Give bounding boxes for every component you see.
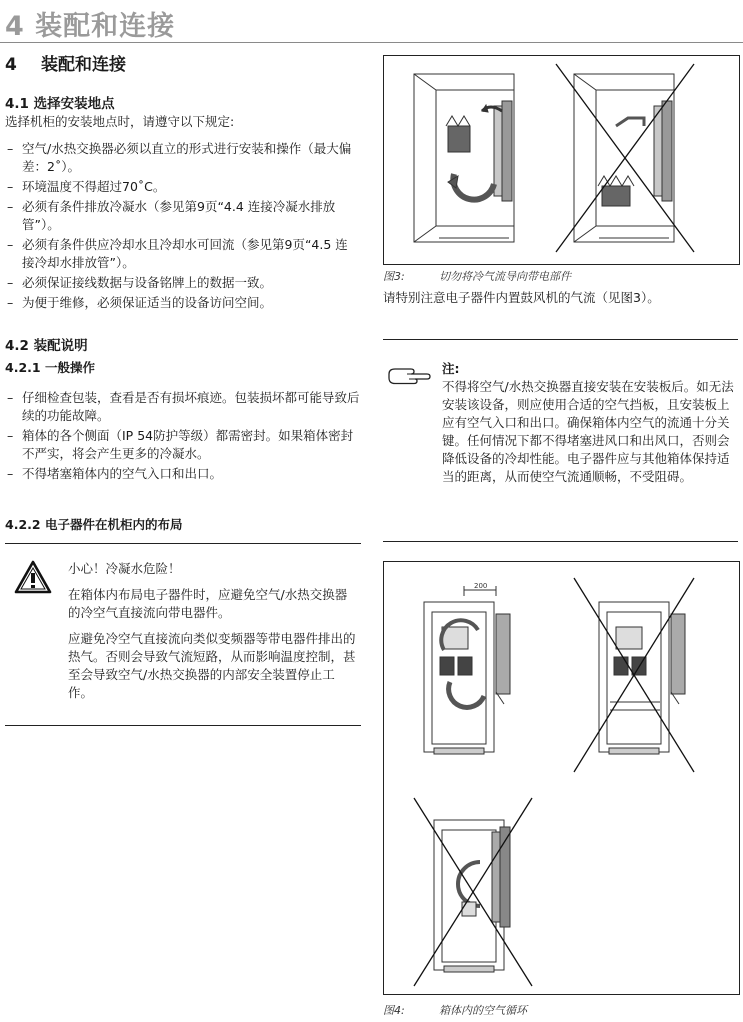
list-item: – 必须有条件排放冷凝水（参见第9页“4.4 连接冷凝水排放管”）。: [5, 198, 360, 234]
list-item: – 空气/水热交换器必须以直立的形式进行安装和操作（最大偏差：2˚）。: [5, 140, 360, 176]
note-title: 注:: [442, 361, 460, 376]
cabinet-incorrect-illustration: [556, 64, 694, 252]
general-operation-list: [5, 389, 360, 485]
figure-3-caption: [383, 268, 571, 284]
list-item: – 为便于维修，必须保证适当的设备访问空间。: [5, 294, 360, 312]
intro-text: 选择机柜的安装地点时，请遵守以下规定:: [5, 114, 235, 129]
note-top-rule: [383, 339, 738, 340]
section-title: [5, 50, 126, 75]
cabinet-circulation-correct: [424, 586, 510, 754]
page-header-title: 4 装配和连接: [5, 11, 176, 42]
warning-triangle-icon: [14, 560, 52, 594]
section-name: 装配和连接: [41, 55, 126, 75]
caution-top-rule: [5, 543, 361, 544]
list-item: – 必须保证接线数据与设备铭牌上的数据一致。: [5, 274, 360, 292]
figure-3: [383, 55, 740, 265]
cabinet-correct-illustration: [414, 74, 514, 242]
figure-4: [383, 561, 740, 995]
list-item: – 仔细检查包装，查看是否有损坏痕迹。包装损坏都可能导致后续的功能故障。: [5, 389, 360, 425]
caution-title: 小心！冷凝水危险！: [68, 561, 181, 576]
caution-bottom-rule: [5, 725, 361, 726]
cabinet-circulation-incorrect-1: [574, 578, 694, 772]
figure-4-caption: [383, 1002, 527, 1018]
heading-4-1: 4.1 选择安装地点: [5, 96, 115, 112]
section-number: 4: [5, 55, 17, 75]
figure-4-caption-text: 箱体内的空气循环: [439, 1004, 527, 1017]
figure-3-caption-text: 切勿将冷气流导向带电部件: [439, 270, 571, 283]
dimension-label: 200: [474, 582, 488, 590]
caution-para-1: 在箱体内布局电子器件时，应避免空气/水热交换器的冷空气直接流向带电器件。: [68, 587, 348, 620]
heading-4-2-1: 4.2.1 一般操作: [5, 360, 95, 375]
figure-3-label: 图3:: [383, 270, 405, 283]
left-column: [5, 92, 360, 314]
heading-4-2: 4.2 装配说明: [5, 338, 88, 354]
site-requirements-list: [5, 140, 360, 312]
list-item: – 环境温度不得超过70˚C。: [5, 178, 360, 196]
list-item: – 必须有条件供应冷却水且冷却水可回流（参见第9页“4.5 连接冷却水排放管”）。: [5, 236, 360, 272]
list-item: – 不得堵塞箱体内的空气入口和出口。: [5, 465, 360, 483]
list-item: – 箱体的各个侧面（IP 54防护等级）都需密封。如果箱体密封不严实，将会产生更多的冷凝水。: [5, 427, 360, 463]
pointing-hand-icon: [387, 365, 433, 387]
header-divider: [0, 42, 743, 43]
cabinet-circulation-incorrect-2: [414, 798, 532, 986]
heading-4-2-2: 4.2.2 电子器件在机柜内的布局: [5, 517, 183, 532]
figure-3-remark: 请特别注意电子器件内置鼓风机的气流（见图3）。: [383, 290, 660, 305]
note-text: 不得将空气/水热交换器直接安装在安装板后。如无法安装该设备，则应使用合适的空气挡板，且安装板上应有空气入口和出口。确保箱体内空气的流通十分关键。任何情况下都不得堵塞进风口和出风口，否则会降低设备的冷却性能。电子器件应与其他箱体保持适当的距离，从而使空气流通顺畅，不受阻碍。: [442, 379, 734, 484]
figure-4-label: 图4:: [383, 1004, 405, 1017]
note-bottom-rule: [383, 541, 738, 542]
caution-para-2: 应避免冷空气直接流向类似变频器等带电器件排出的热气。否则会导致气流短路，从而影响温度控制，甚至会导致空气/水热交换器的内部安全装置停止工作。: [68, 631, 356, 700]
